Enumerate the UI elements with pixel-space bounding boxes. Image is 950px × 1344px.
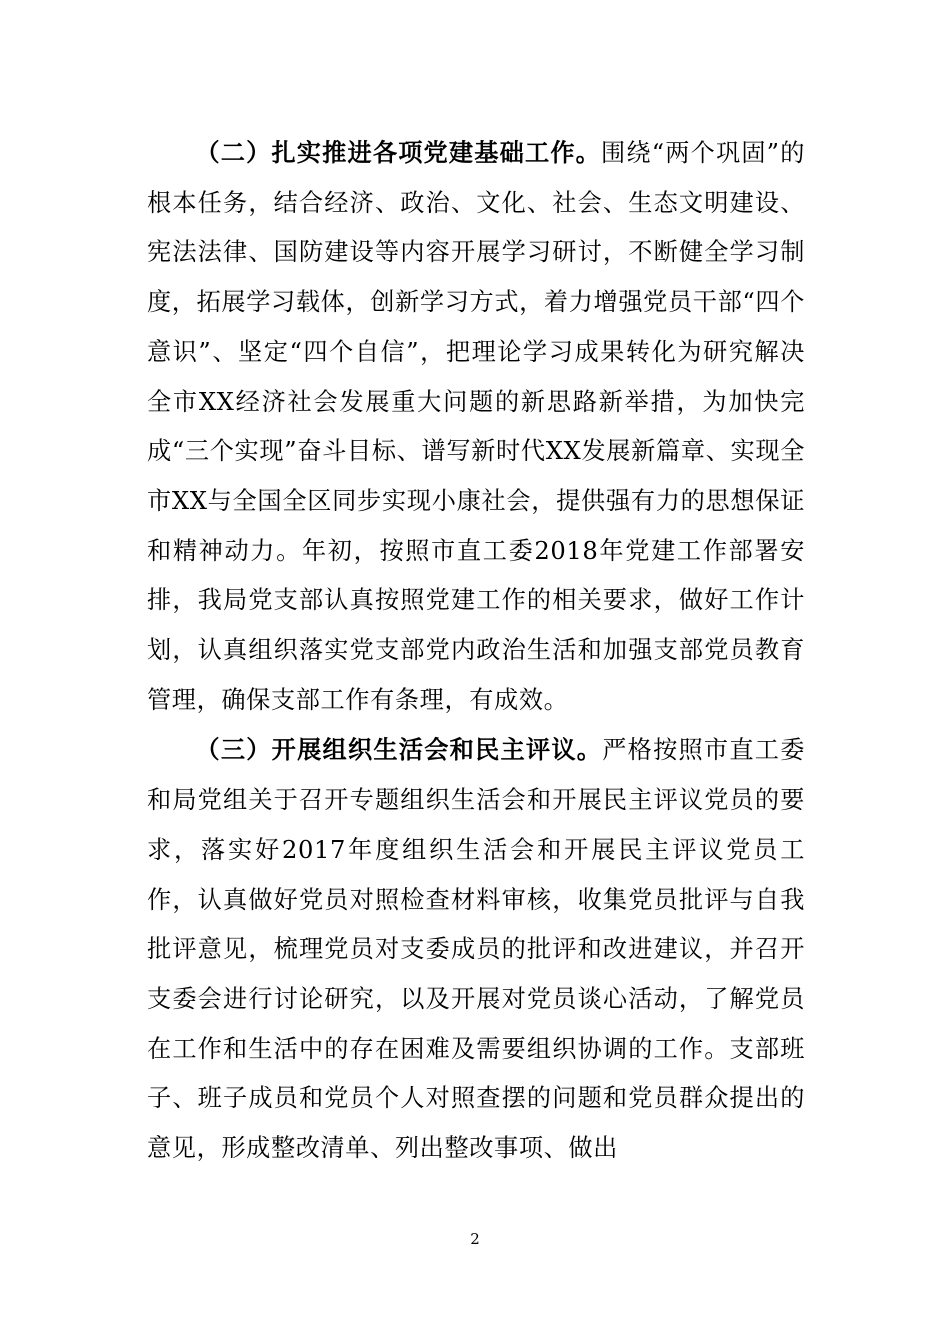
section-heading-2: （二）扎实推进各项党建基础工作。 [195,138,602,167]
section-heading-3: （三）开展组织生活会和民主评议。 [195,735,603,765]
document-body [147,128,805,1174]
page-number: 2 [470,1230,480,1248]
paragraph-3 [147,725,805,1173]
paragraph-body-3: 严格按照市直工委和局党组关于召开专题组织生活会和开展民主评议党员的要求，落实好2017年度组织生活会和开展民主评议党员工作，认真做好党员对照检查材料审核，收集党员批评与自我批评意见，梳理党员对支委成员的批评和改进建议，并召开支委会进行讨论研究，以及开展对党员谈心活动，了解党员在工作和生活中的存在困难及需要组织协调的工作。支部班子、班子成员和党员个人对照查摆的问题和党员群众提出的意见，形成整改清单、列出整改事项、做出 [147,736,805,1163]
paragraph-body-2: 围绕“两个巩固”的根本任务，结合经济、政治、文化、社会、生态文明建设、宪法法律、国防建设等内容开展学习研讨，不断健全学习制度，拓展学习载体，创新学习方式，着力增强党员干部“四个意识”、坚定“四个自信”，把理论学习成果转化为研究解决全市XX经济社会发展重大问题的新思路新举措，为加快完成“三个实现”奋斗目标、谱写新时代XX发展新篇章、实现全市XX与全国全区同步实现小康社会，提供强有力的思想保证和精神动力。年初，按照市直工委2018年党建工作部署安排，我局党支部认真按照党建工作的相关要求，做好工作计划，认真组织落实党支部党内政治生活和加强支部党员教育管理，确保支部工作有条理，有成效。 [147,139,805,714]
paragraph-2 [147,128,805,725]
